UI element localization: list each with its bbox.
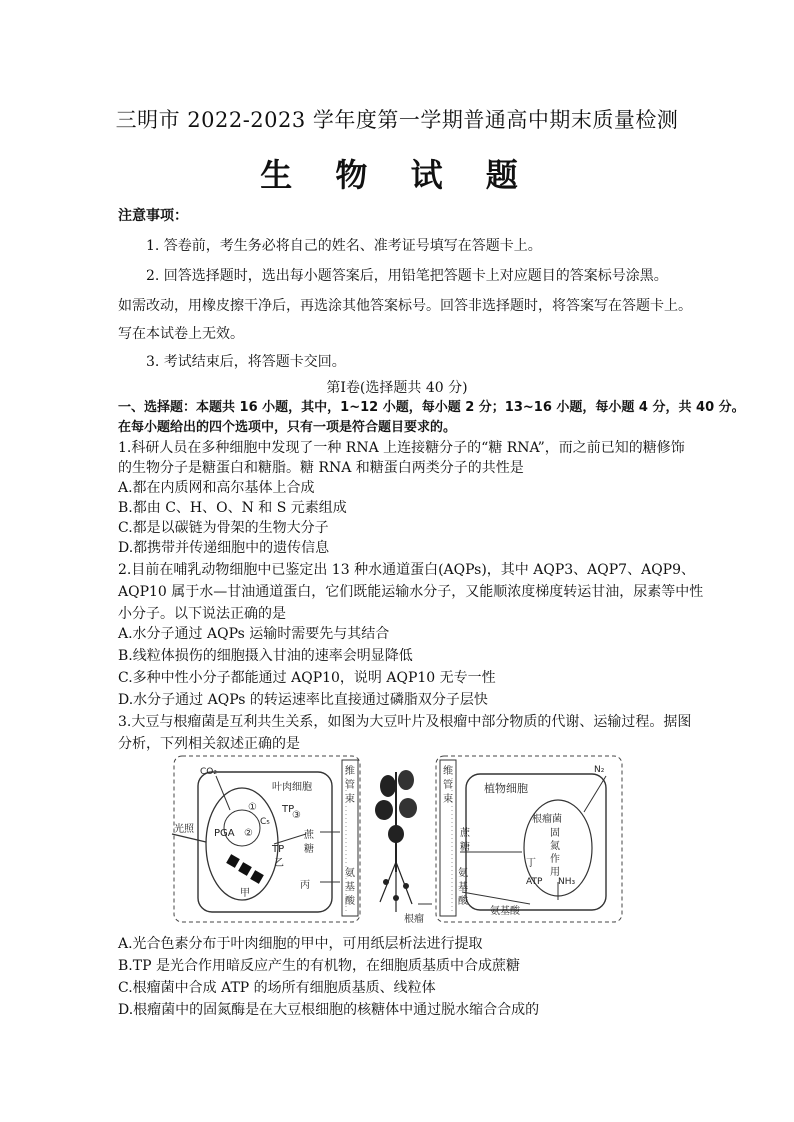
q1-option-d: D.都携带并传递细胞中的遗传信息 [118,540,330,556]
q2-stem-3: 小分子。以下说法正确的是 [118,606,286,622]
label-num-2: ② [244,828,253,839]
q3-stem-2: 分析，下列相关叙述正确的是 [118,736,300,752]
label-vascular-3: 束 [345,794,355,805]
note-2: 2. 回答选择题时，选出每小题答案后，用铅笔把答题卡上对应题目的答案标号涂黑。 [146,268,668,284]
label-fix-2: 氮 [550,841,560,852]
subject-title: 生 物 试 题 [260,156,534,194]
q3-stem-1: 3.大豆与根瘤菌是互利共生关系，如图为大豆叶片及根瘤中部分物质的代谢、运输过程。据图 [118,714,692,730]
label-num-1: ① [248,802,257,813]
note-2-cont: 如需改动，用橡皮擦干净后，再选涂其他答案标号。回答非选择题时，将答案写在答题卡上。 [118,298,692,314]
q1-option-a: A.都在内质网和高尔基体上合成 [118,480,315,496]
label-aa-r1: 氨 [458,868,468,879]
label-vascular-1: 维 [345,766,355,777]
mesophyll-cell [198,772,332,912]
q3-option-c: C.根瘤菌中合成 ATP 的场所有细胞质基质、线粒体 [118,980,436,996]
light-arrow [172,834,206,842]
label-aa-bottom: 氨基酸 [490,906,520,917]
label-jia: 甲 [240,888,250,899]
label-root-nodule: 根瘤 [404,914,424,925]
thylakoid-2 [238,862,252,876]
label-mesophyll: 叶肉细胞 [272,782,312,793]
section-instruction-2: 在每小题给出的四个选项中，只有一项是符合题目要求的。 [118,420,457,435]
q2-stem-1: 2.目前在哺乳动物细胞中已鉴定出 13 种水通道蛋白(AQPs)，其中 AQP3、AQP7、AQP9、 [118,562,696,578]
notes-heading: 注意事项： [118,208,188,224]
label-aa-r2: 基 [458,882,468,893]
label-fix-4: 用 [550,867,560,878]
label-ding: 丁 [526,858,536,869]
label-atp: ATP [526,877,543,887]
note-2-end: 写在本试卷上无效。 [118,326,244,342]
label-num-3: ③ [292,810,301,821]
label-pga: PGA [214,828,235,839]
q1-stem-2: 的生物分子是糖蛋白和糖脂。糖 RNA 和糖蛋白两类分子的共性是 [118,460,524,476]
nodule-3 [393,895,399,901]
q1-option-c: C.都是以碳链为骨架的生物大分子 [118,520,329,536]
q3-option-b: B.TP 是光合作用暗反应产生的有机物，在细胞质基质中合成蔗糖 [118,958,520,974]
label-bing: 丙 [300,880,310,891]
section-title: 第Ⅰ卷(选择题共 40 分) [326,380,468,396]
label-fix-3: 作 [550,854,560,865]
label-sucrose-r2: 糖 [460,842,470,853]
nodule-1 [383,879,389,885]
q2-option-b: B.线粒体损伤的细胞摄入甘油的速率会明显降低 [118,648,413,664]
label-n2: N₂ [594,765,605,775]
label-vascular-r3: 束 [443,794,453,805]
plant-leaf-4 [399,798,417,818]
label-plant-cell: 植物细胞 [484,782,528,795]
label-tp-top: TP [282,804,295,815]
label-nh3: NH₃ [558,877,576,887]
plant-leaf-3 [375,800,393,820]
label-sucrose-2: 糖 [304,844,314,855]
plant-leaf-2 [398,770,414,790]
label-yi: 乙 [274,858,284,869]
exam-title: 三明市 2022-2023 学年度第一学期普通高中期末质量检测 [115,108,679,132]
label-fix-1: 固 [550,828,560,839]
label-co2: CO₂ [200,767,217,777]
aa-arrow-right [462,892,530,904]
q3-diagram [170,752,626,926]
chloroplast [206,788,278,900]
q2-stem-2: AQP10 属于水—甘油通道蛋白，它们既能运输水分子，又能顺浓度梯度转运甘油，尿素等中性 [118,584,704,600]
q3-option-d: D.根瘤菌中的固氮酶是在大豆根细胞的核糖体中通过脱水缩合合成的 [118,1002,540,1018]
label-vascular-2: 管 [345,780,355,791]
section-instruction-1: 一、选择题：本题共 16 小题，其中，1~12 小题，每小题 2 分；13~16 小题，每小题 4 分，共 40 分。 [118,400,745,415]
q2-option-d: D.水分子通过 AQPs 的转运速率比直接通过磷脂双分子层快 [118,692,488,708]
thylakoid-3 [250,870,264,884]
n2-arrow [584,776,606,812]
label-aa-r3: 酸 [458,896,468,907]
q3-option-a: A.光合色素分布于叶肉细胞的甲中，可用纸层析法进行提取 [118,936,483,952]
label-tp-mid: TP [272,844,285,855]
q2-option-c: C.多种中性小分子都能通过 AQP10，说明 AQP10 无专一性 [118,670,496,686]
nodule-2 [403,883,409,889]
label-aa-3: 酸 [345,896,355,907]
q1-option-b: B.都由 C、H、O、N 和 S 元素组成 [118,500,347,516]
plant-leaf-5 [388,825,404,843]
label-vascular-r2: 管 [443,780,453,791]
label-sucrose-r1: 蔗 [460,828,470,839]
plant-leaf-1 [380,775,396,797]
thylakoid-1 [226,854,240,868]
label-aa-1: 氨 [345,868,355,879]
q1-stem-1: 1.科研人员在多种细胞中发现了一种 RNA 上连接糖分子的“糖 RNA”，而之前已知的糖修饰 [118,440,685,456]
label-aa-2: 基 [345,882,355,893]
note-1: 1. 答卷前，考生务必将自己的姓名、准考证号填写在答题卡上。 [146,238,542,254]
note-3: 3. 考试结束后，将答题卡交回。 [146,354,346,370]
label-c5: C₅ [260,817,270,827]
tp-arrow [274,834,306,844]
label-sucrose-1: 蔗 [304,830,314,841]
label-light: 光照 [174,824,194,835]
label-vascular-r1: 维 [443,766,453,777]
label-rhizobium: 根瘤菌 [532,814,562,825]
q2-option-a: A.水分子通过 AQPs 运输时需要先与其结合 [118,626,390,642]
